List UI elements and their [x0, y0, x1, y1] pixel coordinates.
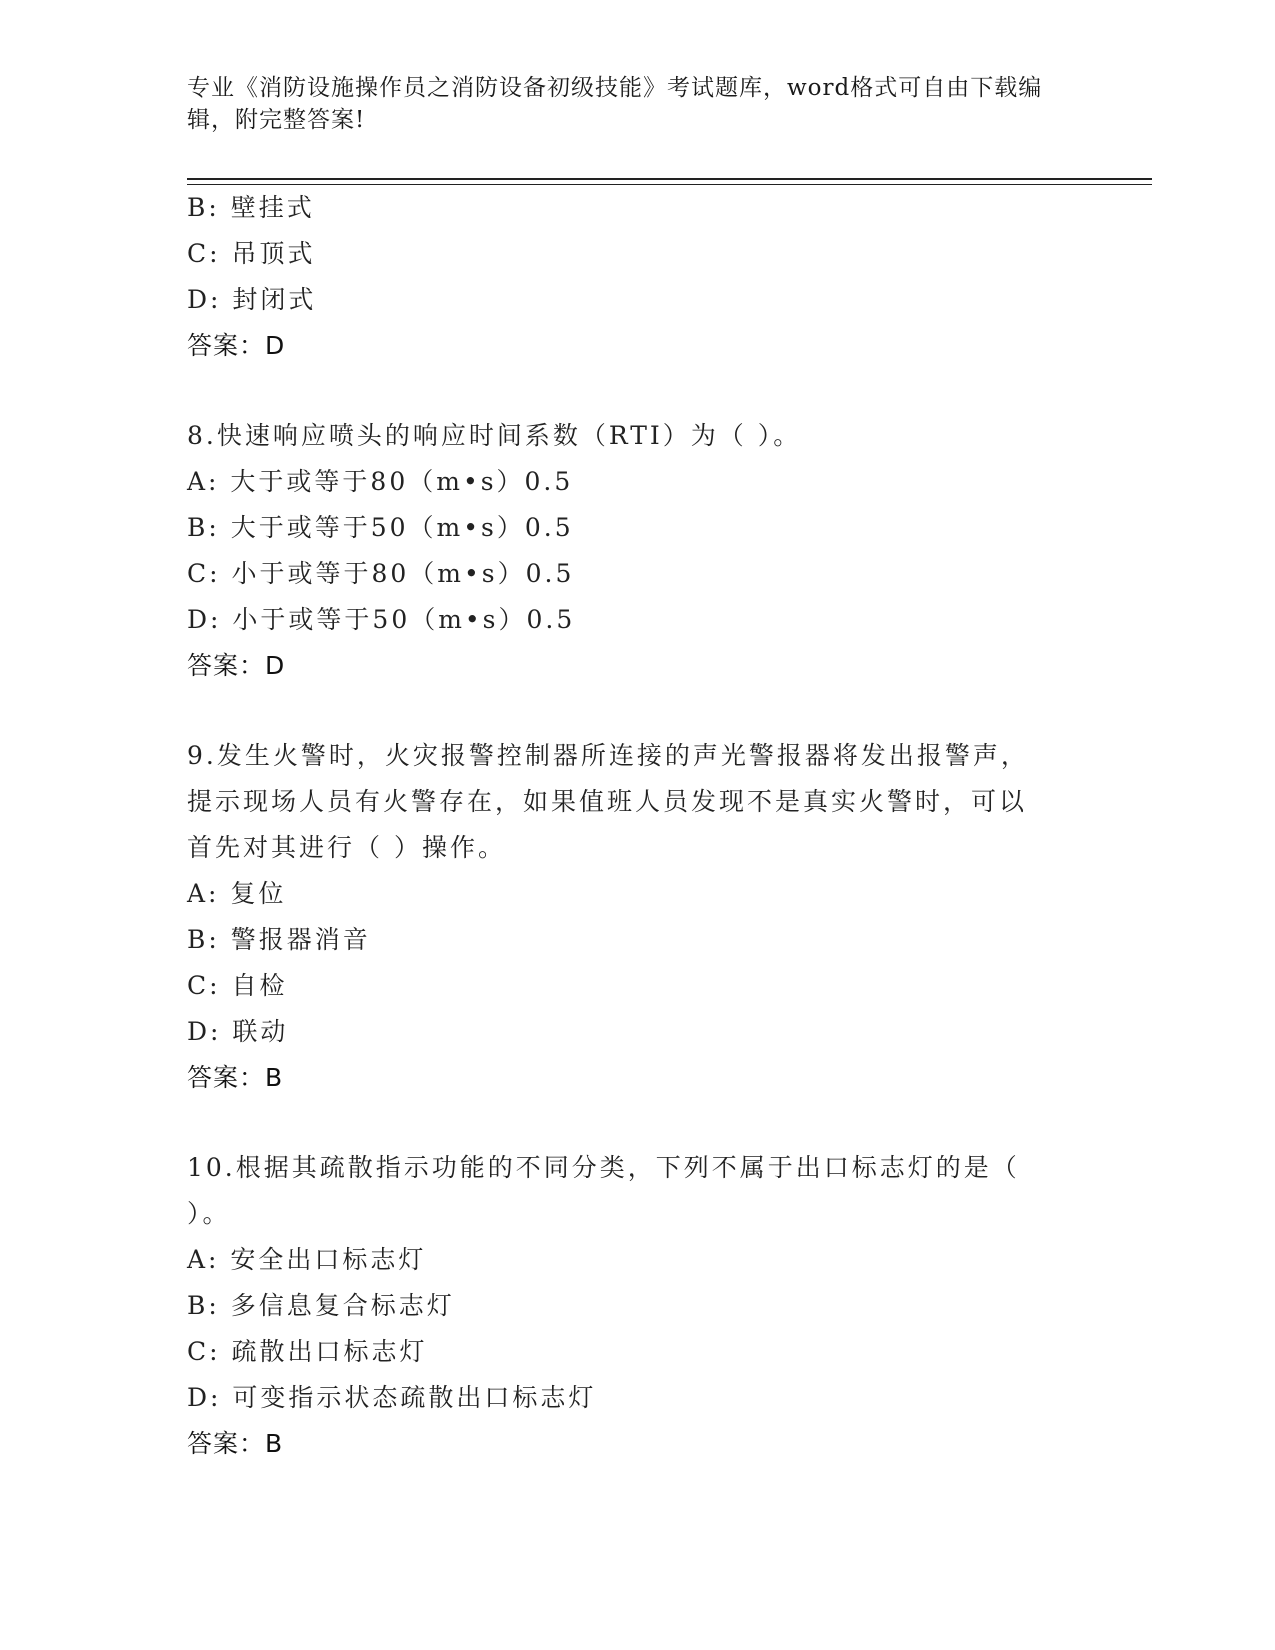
option-a: A: 复位	[187, 879, 287, 908]
answer-line: 答案：D	[187, 331, 286, 360]
answer-line: 答案：B	[187, 1063, 284, 1092]
question-text-line-2: 提示现场人员有火警存在，如果值班人员发现不是真实火警时，可以	[187, 787, 1028, 816]
question-list	[187, 185, 1087, 1467]
question-text: 8.快速响应喷头的响应时间系数（RTI）为（ ）。	[187, 421, 802, 450]
question-text-line-2: ）。	[187, 1199, 231, 1228]
option-b: B: 大于或等于50（m•s）0.5	[187, 513, 574, 542]
option-a: A: 安全出口标志灯	[187, 1245, 427, 1274]
document-header	[187, 72, 1067, 136]
option-a: A: 大于或等于80（m•s）0.5	[187, 467, 574, 496]
option-c: C: 疏散出口标志灯	[187, 1337, 428, 1366]
header-line-1: 专业《消防设施操作员之消防设备初级技能》考试题库，word格式可自由下载编	[187, 75, 1043, 101]
option-d: D: 可变指示状态疏散出口标志灯	[187, 1383, 597, 1412]
option-c: C: 小于或等于80（m•s）0.5	[187, 559, 575, 588]
option-b: B: 多信息复合标志灯	[187, 1291, 455, 1320]
question-7-block	[187, 185, 1087, 369]
option-d: D: 联动	[187, 1017, 289, 1046]
question-text-line-1: 10.根据其疏散指示功能的不同分类，下列不属于出口标志灯的是（	[187, 1153, 1020, 1182]
question-text-line-1: 9.发生火警时，火灾报警控制器所连接的声光警报器将发出报警声，	[187, 741, 1029, 770]
option-d: D: 封闭式	[187, 285, 317, 314]
option-b: B: 警报器消音	[187, 925, 371, 954]
question-9-block	[187, 733, 1087, 1101]
header-divider-thick	[187, 178, 1152, 180]
question-text-line-3: 首先对其进行（ ）操作。	[187, 833, 506, 862]
question-10-block	[187, 1145, 1087, 1467]
option-c: C: 自检	[187, 971, 288, 1000]
option-b: B: 壁挂式	[187, 193, 315, 222]
header-line-2: 辑，附完整答案!	[187, 107, 366, 133]
answer-line: 答案：D	[187, 651, 286, 680]
question-8-block	[187, 413, 1087, 689]
option-d: D: 小于或等于50（m•s）0.5	[187, 605, 576, 634]
option-c: C: 吊顶式	[187, 239, 316, 268]
answer-line: 答案：B	[187, 1429, 284, 1458]
